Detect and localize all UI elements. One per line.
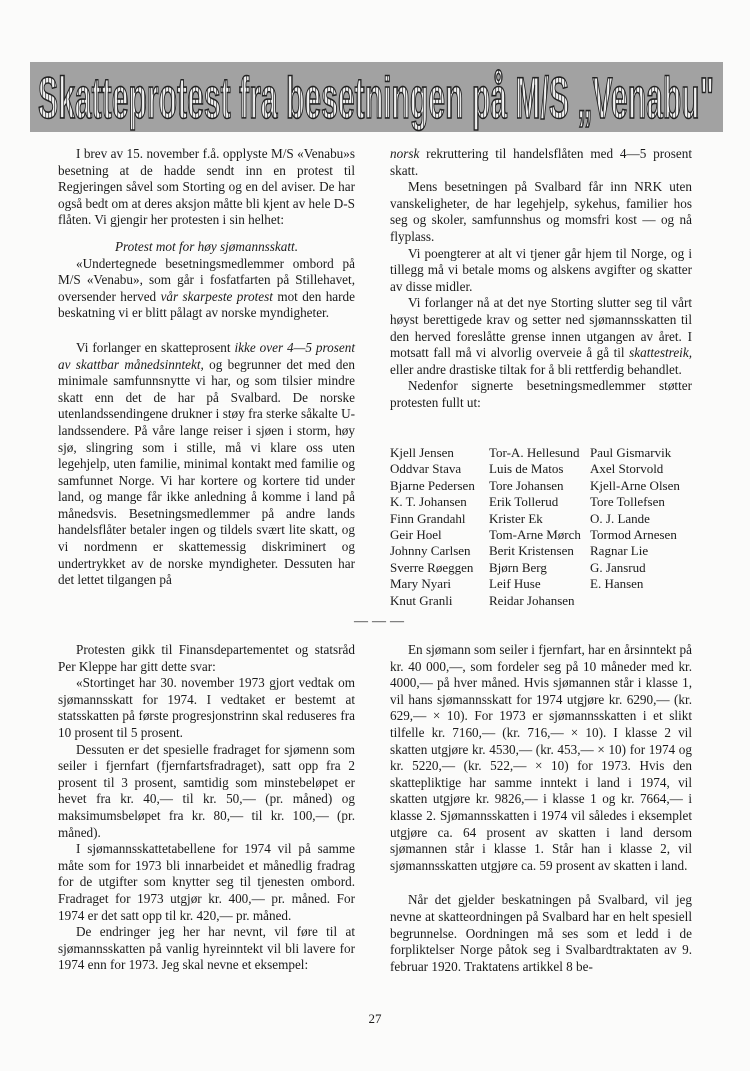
signature-name: Bjarne Pedersen: [390, 477, 475, 493]
signature-row: [390, 560, 710, 576]
protest-paragraph-4: Mens besetningen på Svalbard får inn NRK uten vanskeligheter, de har legehjelp, sykehus, familier hos seg og skoler, samfunnshus og momsfri kost — og nå flyplass.: [390, 179, 692, 244]
signature-name: Reidar Johansen: [489, 592, 575, 608]
signature-row: [390, 576, 710, 592]
signature-list: [390, 445, 710, 609]
signature-name: Ragnar Lie: [590, 543, 649, 559]
reply-intro-paragraph: Protesten gikk til Finansdepartementet og statsråd Per Kleppe har gitt dette svar:: [58, 642, 355, 674]
article-column-3: [58, 642, 355, 974]
signature-name: Kjell Jensen: [390, 445, 454, 460]
page-number: 27: [368, 1011, 382, 1026]
signature-name: Johnny Carlsen: [390, 543, 471, 559]
signature-row: [390, 478, 710, 494]
reply-paragraph-4: De endringer jeg her har nevnt, vil føre til at sjømannsskatten på vanlig hyreinntekt vil bli lavere for 1974 enn for 1973. Jeg skal nevne et eksempel:: [58, 924, 355, 973]
signature-name: Finn Grandahl: [390, 510, 466, 526]
signature-name: E. Hansen: [590, 576, 644, 592]
signature-name: Axel Storvold: [590, 461, 664, 477]
signature-name: Mary Nyari: [390, 576, 452, 592]
signature-name: Tore Johansen: [489, 477, 564, 493]
reply-paragraph-1: «Stortinget har 30. november 1973 gjort vedtak om sjømannsskatt for 1974. I vedtaket er bestemt at statsskatten på første progresjonstrinn skal reduseres fra 10 prosent til 5 prosent.: [58, 675, 355, 740]
signature-name: [590, 593, 710, 609]
signature-name: K. T. Johansen: [390, 494, 467, 510]
protest-paragraph-1: «Undertegnede besetningsmedlemmer ombord på M/S «Venabu», som går i fosfatfarten på Stillehavet, oversender herved vår skarpeste protest mot den harde beskatning vi er blitt pålagt av norske myndigheter.: [58, 255, 356, 321]
signature-name: Kjell-Arne Olsen: [590, 477, 680, 493]
signature-name: Oddvar Stava: [390, 461, 462, 477]
article-column-2: [390, 146, 692, 412]
signature-name: G. Jansrud: [590, 559, 646, 575]
signature-name: Tormod Arnesen: [590, 527, 677, 543]
header-banner: [30, 62, 723, 132]
signature-name: Tom-Arne Mørch: [489, 527, 581, 543]
signature-row: [390, 494, 710, 510]
reply-paragraph-2: Dessuten er det spesielle fradraget for sjømenn som seiler i fjernfart (fjernfartsfradraget), satt opp fra 2 prosent til 3 prosent, samtidig som minstebeløpet er hevet fra kr. 40,— til kr. 50,— (pr. måned) og maksimumsbeløpet fra kr. 80,— til kr. 100,— (pr. måned).: [58, 741, 355, 840]
header-title: Skatteprotest fra besetningen på M/S „Venabu": [38, 66, 714, 131]
reply-paragraph-6: Når det gjelder beskatningen på Svalbard, vil jeg nevne at skatteordningen på Svalbard har en helt spesiell begrunnelse. Oordningen må ses som et ledd i de forpliktelser Norge påtok seg i Svalbardtraktaten av 9. februar 1920. Traktatens artikkel 8 be-: [390, 892, 692, 974]
signature-row: [390, 543, 710, 559]
signature-name: Knut Granli: [390, 592, 453, 608]
signature-name: Tore Tollefsen: [590, 494, 665, 510]
signature-name: Tor-A. Hellesund: [489, 445, 580, 460]
signature-name: Berit Kristensen: [489, 543, 574, 559]
article-column-1: [58, 146, 355, 589]
signature-row: [390, 511, 710, 527]
protest-paragraph-2: Vi forlanger en skatteprosent ikke over 4—5 prosent av skattbar månedsinntekt, og begrunner det med den minimale samfunnsnytte vi har, og som tilsier mindre skatt enn det de har på Svalbard. De norske utenlandssendingene drukner i støy fra sterke såkalte U-landssendere. På våre lange reiser i sjøen i storm, høy sjø, slingring som i stille, må vi klare oss uten legehjelp, uten familie, minimal kontakt med familie og samfunnet Norge. Vi har kortere og kortere tid under land, og mange får ikke anledning å komme i land på månedsvis. Besetningsmedlemmer på andre lands handelsflåter betaler ingen og tildels svært lite skatt, og vi nordmenn er skattemessig diskriminert og undertrykket av de norske myndigheter. Dessuten har det lettet tilgangen på: [58, 339, 355, 588]
signature-name: Bjørn Berg: [489, 559, 547, 575]
signature-name: O. J. Lande: [590, 510, 650, 526]
signature-name: Geir Hoel: [390, 527, 442, 543]
protest-paragraph-7: Nedenfor signerte besetningsmedlemmer støtter protesten fullt ut:: [390, 378, 692, 410]
article-column-4: [390, 642, 692, 975]
protest-subheading: Protest mot for høy sjømannsskatt.: [114, 238, 299, 254]
signature-name: Sverre Røeggen: [390, 559, 474, 575]
protest-paragraph-6: Vi forlanger nå at det nye Storting slutter seg til vårt høyst berettigede krav og setter ned sjømannsskatten til den herved foreslåtte grense innen utgangen av året. I motsatt fall må vi alvorlig overveie å gå til skattestreik, eller andre drastiske tiltak for å bli rettferdig behandlet.: [390, 295, 692, 377]
protest-paragraph-3: norsk rekruttering til handelsflåten med 4—5 prosent skatt.: [390, 146, 692, 178]
signature-row: [390, 527, 710, 543]
signature-name: Krister Ek: [489, 510, 543, 526]
intro-paragraph: I brev av 15. november f.å. opplyste M/S «Venabu»s besetning at de hadde sendt inn en protest til Regjeringen såvel som Storting og en del aviser. De har også bedt om at deres aksjon måtte bli kjent av hele D-S flåten. Vi gjengir her protesten i sin helhet:: [58, 146, 356, 228]
reply-paragraph-3: I sjømannsskattetabellene for 1974 vil på samme måte som for 1973 bli innarbeidet et månedlig fradrag for de utgifter som knytter seg til tjenesten ombord. Fradraget for 1973 utgjør kr. 400,— pr. måned. For 1974 er det satt opp til kr. 420,— pr. måned.: [58, 841, 355, 923]
signature-name: Leif Huse: [489, 576, 541, 592]
signature-row: [390, 593, 710, 609]
section-divider: ———: [354, 614, 408, 629]
protest-paragraph-5: Vi poengterer at alt vi tjener går hjem til Norge, og i tillegg må vi betale moms og alskens avgifter og skatter av disse midler.: [390, 245, 692, 294]
signature-row: [390, 445, 710, 461]
signature-name: Erik Tollerud: [489, 494, 559, 510]
signature-name: Luis de Matos: [489, 461, 564, 477]
signature-row: [390, 461, 710, 477]
signature-name: Paul Gismarvik: [590, 445, 672, 460]
reply-paragraph-5: En sjømann som seiler i fjernfart, har en årsinntekt på kr. 40 000,—, som fordeler seg på 10 måneder med kr. 4000,— på hver måned. Hvis sjømannen står i klasse 1, vil hans sjømannsskatt for 1974 utgjøre kr. 6290,— (kr. 629,— × 10). For 1973 er sjømannsskatten i et slikt tilfelle kr. 7160,— (kr. 716,— × 10). I klasse 2 vil skatten utgjøre kr. 4530,— (kr. 453,— × 10) for 1974 og kr. 5220,— (kr. 522,— × 10) for 1973. Hvis den skattepliktige har samme inntekt i land i 1974, vil skatten utgjøre kr. 9826,— i klasse 1 og kr. 7664,— i klasse 2. Sjømannsskatten i 1974 vil således i eksemplet utgjøre ca. 64 prosent av skatten i land dersom sjømannen står i klasse 1. Står han i klasse 2, vil sjømannsskatten utgjøre ca. 59 prosent av skatten i land.: [390, 642, 692, 873]
